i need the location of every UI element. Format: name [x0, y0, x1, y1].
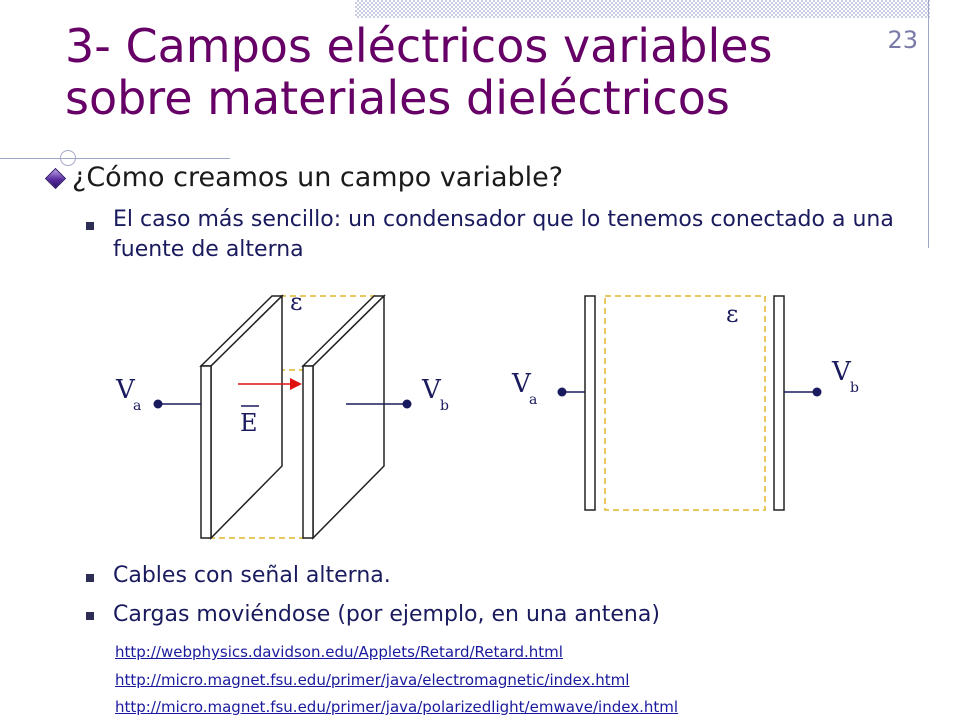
- field-arrow-head: [290, 378, 302, 390]
- terminal-a-right: [558, 388, 567, 397]
- field-label: E: [240, 409, 258, 437]
- link-webphysics-retard[interactable]: http://webphysics.davidson.edu/Applets/Retard/Retard.html: [115, 643, 563, 661]
- right-plate-front: [303, 366, 313, 538]
- title-line-2: sobre materiales dieléctricos: [65, 71, 730, 125]
- bullet-capacitor: El caso más sencillo: un condensador que lo tenemos conectado a una fuente de alterna: [113, 207, 894, 262]
- epsilon-label-right: ε: [726, 300, 739, 328]
- title-line-1: 3- Campos eléctricos variables: [65, 19, 773, 73]
- va-label-left: V: [116, 375, 135, 405]
- va-label-right: V: [512, 369, 531, 399]
- link-magnet-emwave[interactable]: http://micro.magnet.fsu.edu/primer/java/polarizedlight/emwave/index.html: [115, 698, 679, 716]
- question-bullet: ¿Cómo creamos un campo variable?: [72, 162, 564, 193]
- vb-sub-left: b: [440, 398, 449, 414]
- left-capacitor-diagram: [115, 288, 449, 538]
- left-plate-front: [201, 366, 211, 538]
- bullet-moving-charges: Cargas moviéndose (por ejemplo, en una antena): [113, 602, 660, 627]
- right-diagram-plate-b: [774, 296, 784, 510]
- va-sub-right: a: [529, 392, 538, 408]
- square-bullet-icon: [86, 612, 94, 620]
- terminal-b-right: [813, 388, 822, 397]
- terminal-b-left: [403, 400, 412, 409]
- right-capacitor-diagram: [511, 296, 859, 510]
- va-sub-left: a: [133, 398, 142, 414]
- vb-label-left: V: [422, 375, 441, 405]
- square-bullet-icon: [86, 574, 94, 582]
- vb-label-right: V: [832, 357, 851, 387]
- epsilon-label-left: ε: [290, 288, 303, 316]
- link-magnet-electromagnetic[interactable]: http://micro.magnet.fsu.edu/primer/java/electromagnetic/index.html: [115, 671, 630, 689]
- slide-number: 23: [887, 26, 918, 54]
- vb-sub-right: b: [850, 380, 859, 396]
- terminal-a-left: [154, 400, 163, 409]
- bullet-cables: Cables con señal alterna.: [113, 563, 391, 588]
- dielectric-region-right: [605, 296, 765, 510]
- right-diagram-plate-a: [585, 296, 595, 510]
- right-plate-side: [313, 296, 384, 538]
